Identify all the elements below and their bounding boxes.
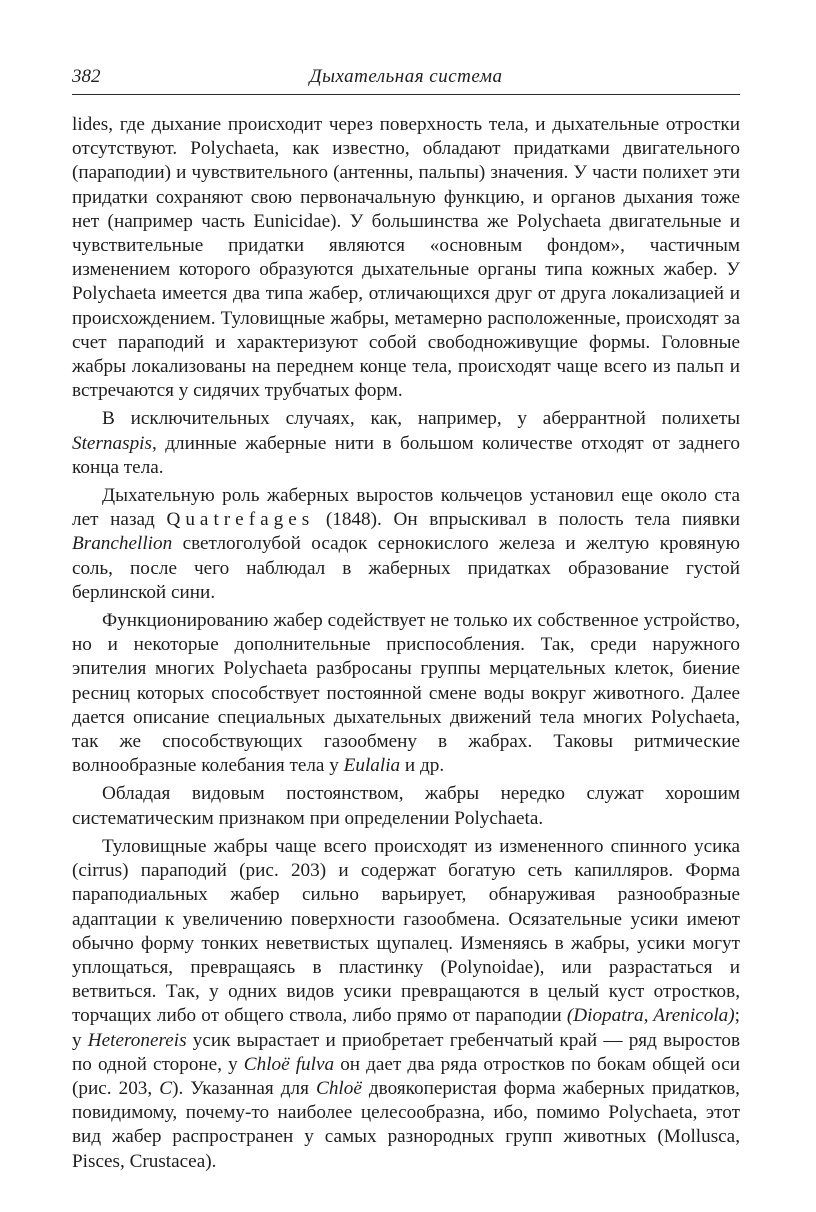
paragraph-3: [72, 484, 740, 605]
paragraph-6: [72, 835, 740, 1174]
text-segment: , длинные жаберные нити в большом количестве отходят от заднего конца тела.: [72, 432, 740, 478]
paragraph-5: [72, 782, 740, 830]
text-segment: Функционированию жабер содействует не только их собственное устройство, но и некоторые дополнительные приспособления. Так, среди наружного эпителия многих Polychaeta разбросаны группы мерцательных клеток, биение ресниц которых способствует постоянной смене воды вокруг животного. Далее дается описание специальных дыхательных движений тела многих Polychaeta, так же способствующих газообмену в жабрах. Таковы ритмические волнообразные колебания тела у: [72, 610, 740, 777]
taxon-name: Chloë fulva: [243, 1053, 335, 1075]
text-segment: В исключительных случаях, как, например, у аберрантной полихеты: [102, 408, 740, 430]
author-name: Quatrefages: [166, 509, 315, 531]
text-segment: двоякоперистая форма жаберных придатков, повидимому, почему-то наиболее целесообразна, ибо, помимо Polychaeta, этот вид жабер распространен у самых разнородных групп животных (Mollusca, Pisces, Crustacea).: [72, 1077, 740, 1172]
figure-label: C: [159, 1077, 173, 1099]
taxon-name: Heteronereis: [87, 1029, 187, 1051]
taxon-name: (Diopatra, Arenicola): [566, 1005, 735, 1027]
text-segment: (1848). Он впрыскивал в полость тела пиявки: [314, 509, 740, 531]
text-segment: ). Указанная для: [172, 1077, 317, 1099]
text-segment: и др.: [400, 755, 445, 777]
taxon-name: Branchellion: [72, 533, 173, 555]
text-segment: Дыхательную роль жаберных выростов кольчецов установил еще около ста лет назад: [72, 485, 740, 531]
taxon-name: Sternaspis: [72, 432, 152, 454]
running-head: [72, 62, 740, 95]
page-number: 382: [72, 66, 101, 87]
text-segment: lides, где дыхание происходит через поверхность тела, и дыхательные отростки отсутствуют. Polychaeta, как известно, обладают придатками двигательного (параподии) и чувствительного (антенны, пальпы) значения. У части полихет эти придатки сохраняют свою первоначальную функцию, и органов дыхания тоже нет (например часть Eunicidae). У большинства же Polychaeta двигательные и чувствительные придатки являются «основным фондом», частичным изменением которого образуются дыхательные органы типа кожных жабер. У Polychaeta имеется два типа жабер, отличающихся друг от друга локализацией и происхождением. Туловищные жабры, метамерно расположенные, происходят за счет параподий и характеризуют собой свободноживущие формы. Головные жабры локализованы на переднем конце тела, происходят чаще всего из пальп и встречаются у сидячих трубчатых форм.: [72, 114, 740, 402]
book-page: [72, 62, 740, 1178]
text-segment: Туловищные жабры чаще всего происходят из измененного спинного усика (cirrus) параподий (рис. 203) и содержат богатую сеть капилляров. Форма параподиальных жабер сильно варьирует, обнаруживая разнообразные адаптации к увеличению поверхности газообмена. Осязательные усики имеют обычно форму тонких неветвистых щупалец. Изменяясь в жабры, усики могут уплощаться, превращаясь в пластинку (Polynoidae), или разрастаться и ветвиться. Так, у одних видов усики превращаются в целый куст отростков, торчащих либо от общего ствола, либо прямо от параподии: [72, 835, 740, 1027]
paragraph-1: [72, 113, 740, 403]
text-segment: Обладая видовым постоянством, жабры нередко служат хорошим систематическим признаком при определении Polychaeta.: [72, 783, 740, 829]
paragraph-4: [72, 609, 740, 778]
text-segment: ; у: [72, 1005, 740, 1051]
text-segment: он дает два ряда отростков по бокам общей оси (рис. 203,: [72, 1053, 740, 1099]
text-segment: усик вырастает и приобретает гребенчатый край — ряд выростов по одной стороне, у: [72, 1029, 740, 1075]
taxon-name: Chloë: [316, 1077, 362, 1099]
running-title: Дыхательная система: [309, 66, 503, 87]
text-segment: светлоголубой осадок сернокислого железа и желтую кровяную соль, после чего наблюдал в жаберных придатках образование густой берлинской сини.: [72, 533, 740, 603]
body-text: [72, 113, 740, 1174]
paragraph-2: [72, 407, 740, 480]
taxon-name: Eulalia: [343, 755, 401, 777]
